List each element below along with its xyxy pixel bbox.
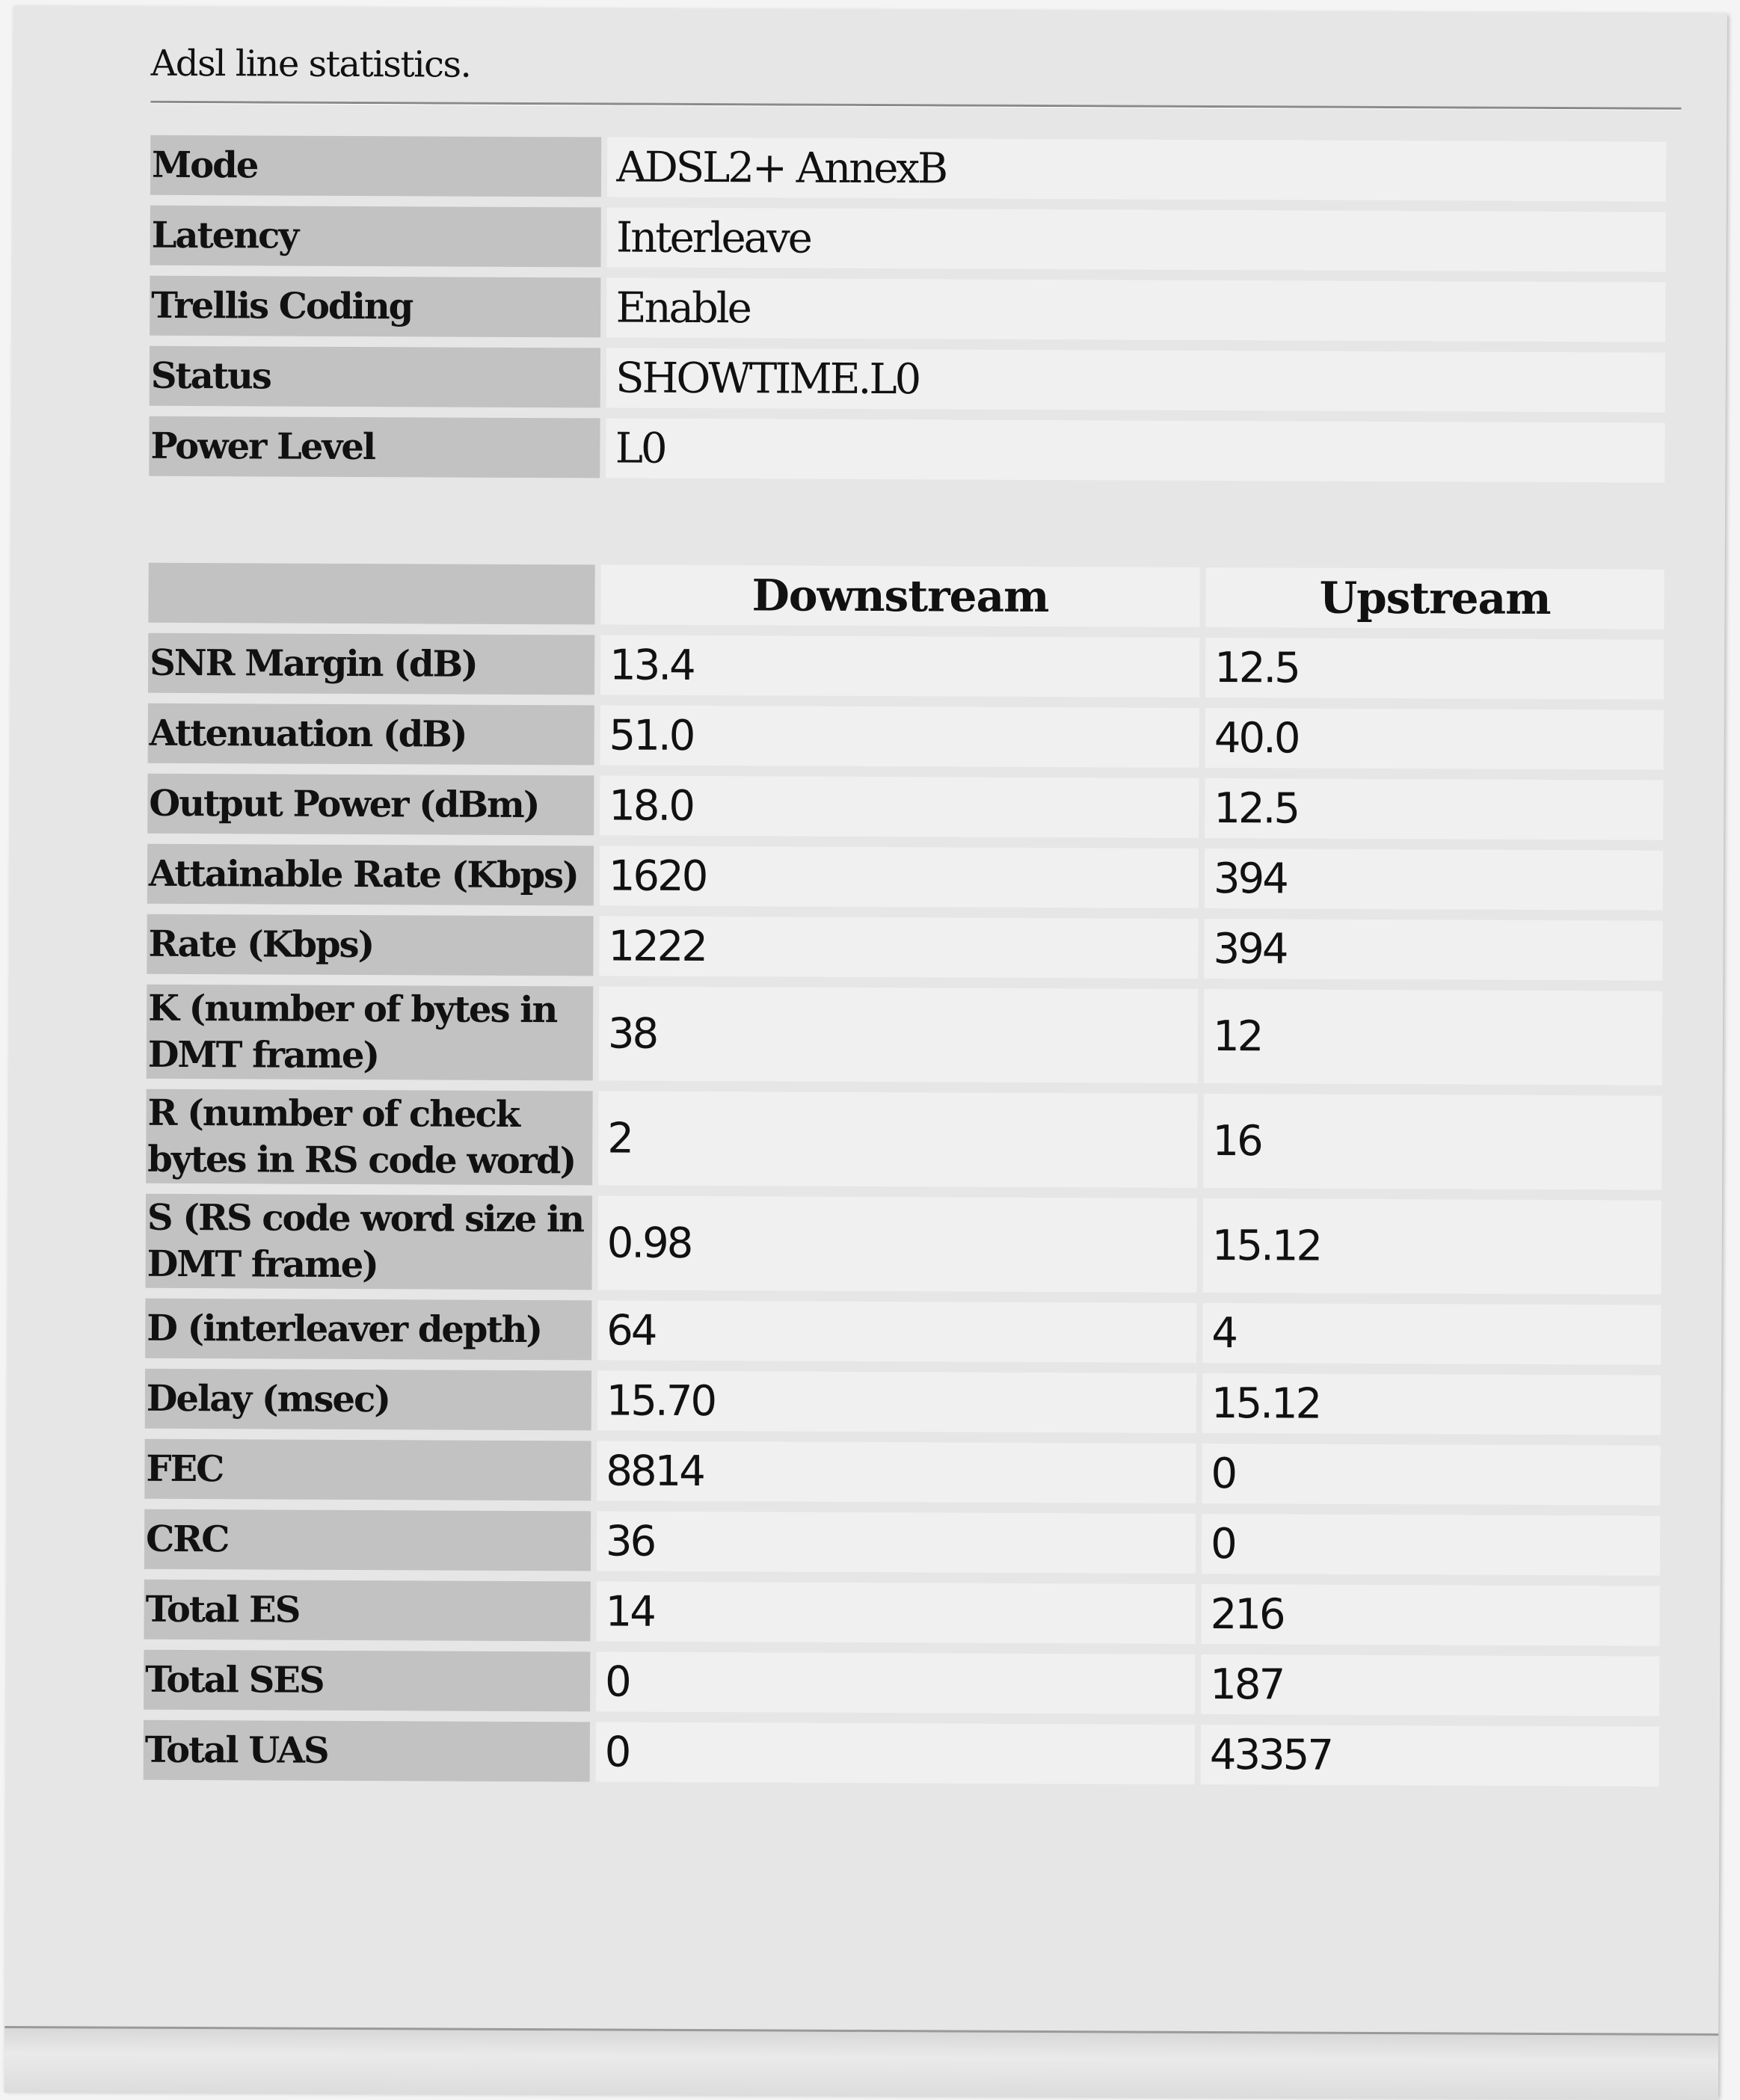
upstream-header: Upstream <box>1205 567 1664 629</box>
stats-row <box>144 1580 1659 1646</box>
stat-label: K (number of bytes in DMT frame) <box>147 985 593 1081</box>
info-value: SHOWTIME.L0 <box>606 348 1665 412</box>
page-title: Adsl line statistics. <box>150 42 471 86</box>
stats-row <box>144 1720 1659 1787</box>
downstream-value: 0 <box>596 1722 1195 1784</box>
upstream-value: 12.5 <box>1205 638 1664 700</box>
info-row-status <box>150 346 1665 413</box>
info-value: L0 <box>606 418 1665 482</box>
stats-row <box>146 1194 1662 1295</box>
info-row-trellis-coding <box>150 276 1665 342</box>
stat-label: Attenuation (dB) <box>148 703 594 766</box>
info-value: ADSL2+ AnnexB <box>607 137 1666 201</box>
stat-label: S (RS code word size in DMT frame) <box>146 1194 592 1290</box>
stat-label: Delay (msec) <box>145 1369 591 1431</box>
downstream-value: 18.0 <box>600 775 1199 837</box>
stats-row <box>144 1439 1660 1506</box>
info-label: Trellis Coding <box>150 276 601 338</box>
downstream-value: 14 <box>596 1581 1195 1643</box>
stat-label: CRC <box>144 1509 591 1571</box>
stats-header-blank <box>148 563 594 625</box>
downstream-value: 1222 <box>599 916 1198 978</box>
downstream-value: 0 <box>596 1651 1195 1713</box>
upstream-value: 394 <box>1205 849 1663 911</box>
info-row-power-level <box>149 416 1664 483</box>
info-value: Interleave <box>607 207 1666 271</box>
upstream-value: 216 <box>1202 1584 1660 1646</box>
stats-row <box>146 1089 1662 1190</box>
upstream-value: 12 <box>1204 989 1662 1086</box>
downstream-value: 2 <box>598 1091 1198 1187</box>
stats-row <box>145 1299 1661 1365</box>
stat-label: SNR Margin (dB) <box>148 633 594 695</box>
stat-label: D (interleaver depth) <box>145 1299 591 1361</box>
bottom-bar <box>4 2026 1718 2100</box>
downstream-value: 51.0 <box>600 705 1199 767</box>
stat-label: Total SES <box>144 1650 590 1712</box>
line-info-table <box>143 125 1672 493</box>
downstream-value: 64 <box>597 1300 1196 1362</box>
stat-label: FEC <box>144 1439 591 1501</box>
info-label: Status <box>150 346 601 408</box>
info-row-mode <box>150 135 1666 202</box>
downstream-header: Downstream <box>600 564 1199 626</box>
stats-row <box>144 1509 1660 1576</box>
upstream-value: 0 <box>1202 1514 1660 1576</box>
stats-row <box>147 844 1663 911</box>
stat-label: Rate (Kbps) <box>147 914 593 976</box>
stat-label: R (number of check bytes in RS code word) <box>146 1089 592 1186</box>
info-value: Enable <box>606 277 1665 342</box>
downstream-value: 8814 <box>597 1441 1196 1503</box>
info-row-latency <box>150 206 1665 272</box>
upstream-value: 187 <box>1201 1654 1659 1716</box>
stat-label: Output Power (dBm) <box>147 774 594 836</box>
upstream-value: 16 <box>1203 1094 1661 1190</box>
upstream-value: 43357 <box>1201 1725 1659 1787</box>
stats-row <box>148 633 1664 700</box>
info-label: Mode <box>150 135 602 197</box>
upstream-value: 40.0 <box>1205 708 1664 770</box>
stat-label: Total ES <box>144 1580 590 1642</box>
stats-row <box>147 914 1662 981</box>
stat-label: Attainable Rate (Kbps) <box>147 844 594 906</box>
downstream-value: 0.98 <box>597 1195 1197 1292</box>
stats-row <box>148 703 1664 770</box>
stat-label: Total UAS <box>144 1720 590 1782</box>
downstream-value: 1620 <box>600 846 1199 908</box>
upstream-value: 15.12 <box>1202 1373 1661 1435</box>
stats-row <box>147 985 1663 1086</box>
upstream-value: 15.12 <box>1203 1198 1661 1295</box>
title-divider <box>150 101 1681 111</box>
page <box>4 6 1727 2098</box>
downstream-value: 15.70 <box>597 1370 1196 1432</box>
stats-row <box>147 774 1663 840</box>
downstream-value: 38 <box>599 986 1199 1083</box>
upstream-value: 394 <box>1204 919 1662 981</box>
info-label: Latency <box>150 206 601 268</box>
line-stats-table <box>138 552 1670 1797</box>
stats-row <box>144 1650 1659 1716</box>
info-label: Power Level <box>149 416 600 478</box>
content-area <box>139 7 1673 1780</box>
downstream-value: 13.4 <box>600 635 1199 697</box>
downstream-value: 36 <box>597 1511 1196 1573</box>
upstream-value: 0 <box>1202 1444 1660 1506</box>
upstream-value: 12.5 <box>1205 778 1663 840</box>
stats-header-row <box>148 563 1664 629</box>
stats-row <box>145 1369 1661 1435</box>
upstream-value: 4 <box>1202 1303 1661 1365</box>
